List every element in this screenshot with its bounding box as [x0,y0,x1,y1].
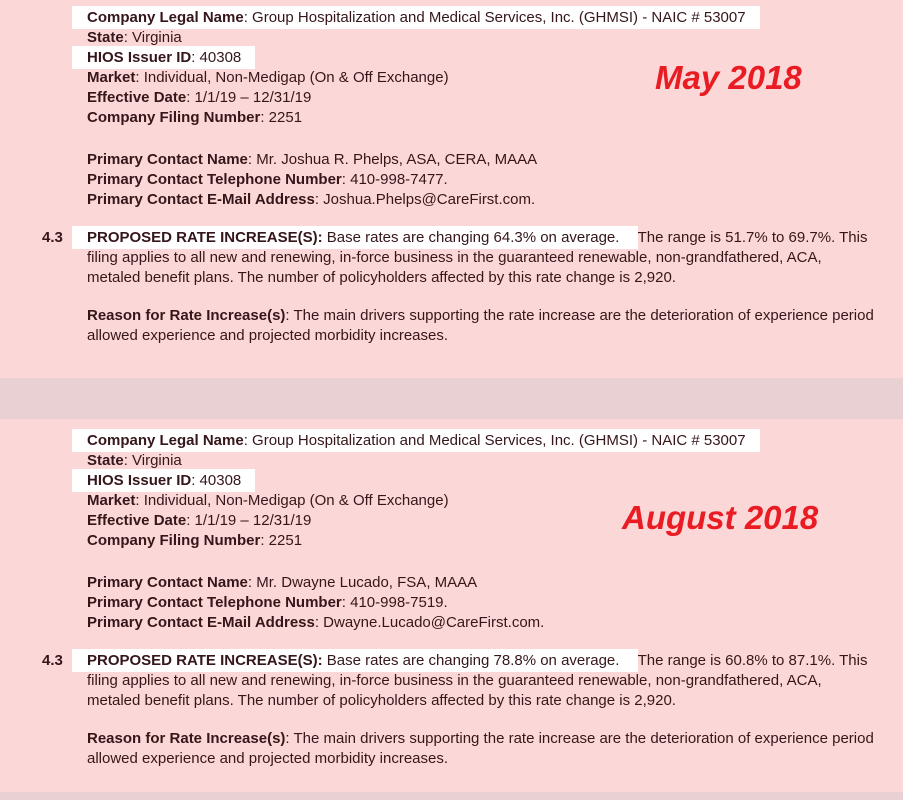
field-value: : Dwayne.Lucado@CareFirst.com. [314,614,545,631]
field-value: : 2251 [260,109,303,126]
field-value: : Joshua.Phelps@CareFirst.com. [314,191,536,208]
proposed-rate-increase-paragraph [87,228,879,288]
field-label: Primary Contact Telephone Number [87,171,342,188]
field-label: Company Legal Name [87,9,244,26]
field-value: : Mr. Dwayne Lucado, FSA, MAAA [247,574,478,591]
contact-row-name [87,150,879,170]
field-label: Market [87,492,136,509]
filing-section-august [42,431,879,769]
field-label: Company Filing Number [87,109,261,126]
company-legal-name-highlight [72,6,760,29]
reason-label: Reason for Rate Increase(s) [87,307,286,324]
rate-increase-highlight [72,226,638,249]
field-value: : 410-998-7477. [341,171,448,188]
section-separator-band [0,378,903,419]
contact-block [87,150,879,210]
rate-increase-heading: PROPOSED RATE INCREASE(S): [87,229,323,246]
reason-paragraph [87,306,879,346]
field-row-state [87,28,879,48]
contact-row-telephone [87,593,879,613]
field-label: Company Legal Name [87,432,244,449]
field-value: : 40308 [191,49,242,66]
field-row-hios-issuer-id [87,471,879,491]
item-number: 4.3 [42,229,63,246]
proposed-rate-increase-block [42,651,879,711]
hios-issuer-id-highlight [72,46,255,69]
field-value: : Group Hospitalization and Medical Services, Inc. (GHMSI) - NAIC # 53007 [243,9,746,26]
field-value: : 410-998-7519. [341,594,448,611]
contact-row-email [87,613,879,633]
rate-increase-highlight [72,649,638,672]
field-label: Primary Contact Name [87,574,248,591]
company-legal-name-highlight [72,429,760,452]
reason-block [87,306,879,346]
reason-block [87,729,879,769]
contact-block [87,573,879,633]
field-label: Company Filing Number [87,532,261,549]
field-label: Market [87,69,136,86]
rate-increase-body-text: The range is 60.8% to 87.1%. This filing applies to all new and renewing, in-force business in the guaranteed renewable, non-grandfathered, ACA, metaled benefit plans. The number of policyholders affected by this rate change is 2,920. [87,652,868,709]
field-row-state [87,451,879,471]
period-label-may: May 2018 [655,59,802,96]
rate-increase-heading: PROPOSED RATE INCREASE(S): [87,652,323,669]
field-value: : Individual, Non-Medigap (On & Off Exchange) [135,492,449,509]
hios-issuer-id-highlight [72,469,255,492]
period-label-august: August 2018 [622,499,819,536]
field-value: : Group Hospitalization and Medical Services, Inc. (GHMSI) - NAIC # 53007 [243,432,746,449]
field-value: : 40308 [191,472,242,489]
contact-row-email [87,190,879,210]
field-value: : 1/1/19 – 12/31/19 [186,512,312,529]
field-value: : 1/1/19 – 12/31/19 [186,89,312,106]
field-row-company-legal-name [87,431,879,451]
proposed-rate-increase-block [42,228,879,288]
rate-increase-highlight-text: Base rates are changing 78.8% on average. [322,652,624,669]
field-label: Effective Date [87,512,187,529]
field-value: : Mr. Joshua R. Phelps, ASA, CERA, MAAA [247,151,538,168]
field-value: : Virginia [123,452,182,469]
field-value: : 2251 [260,532,303,549]
reason-body-text: : The main drivers supporting the rate increase are the deterioration of experience period allowed experience and projected morbidity increases. [87,307,874,344]
field-value: : Virginia [123,29,182,46]
field-label: State [87,452,124,469]
field-label: Primary Contact E-Mail Address [87,191,315,208]
reason-label: Reason for Rate Increase(s) [87,730,286,747]
reason-body-text: : The main drivers supporting the rate increase are the deterioration of experience period allowed experience and projected morbidity increases. [87,730,874,767]
item-number: 4.3 [42,652,63,669]
proposed-rate-increase-paragraph [87,651,879,711]
field-row-company-legal-name [87,8,879,28]
field-label: Primary Contact E-Mail Address [87,614,315,631]
field-label: Effective Date [87,89,187,106]
field-label: State [87,29,124,46]
field-row-company-filing-number [87,108,879,128]
field-label: Primary Contact Telephone Number [87,594,342,611]
field-value: : Individual, Non-Medigap (On & Off Exchange) [135,69,449,86]
rate-increase-highlight-text: Base rates are changing 64.3% on average. [322,229,624,246]
bottom-separator-band [0,792,903,800]
field-label: Primary Contact Name [87,151,248,168]
field-label: HIOS Issuer ID [87,49,192,66]
rate-increase-body-text: The range is 51.7% to 69.7%. This filing applies to all new and renewing, in-force business in the guaranteed renewable, non-grandfathered, ACA, metaled benefit plans. The number of policyholders affected by this rate change is 2,920. [87,229,868,286]
contact-row-telephone [87,170,879,190]
field-label: HIOS Issuer ID [87,472,192,489]
reason-paragraph [87,729,879,769]
contact-row-name [87,573,879,593]
